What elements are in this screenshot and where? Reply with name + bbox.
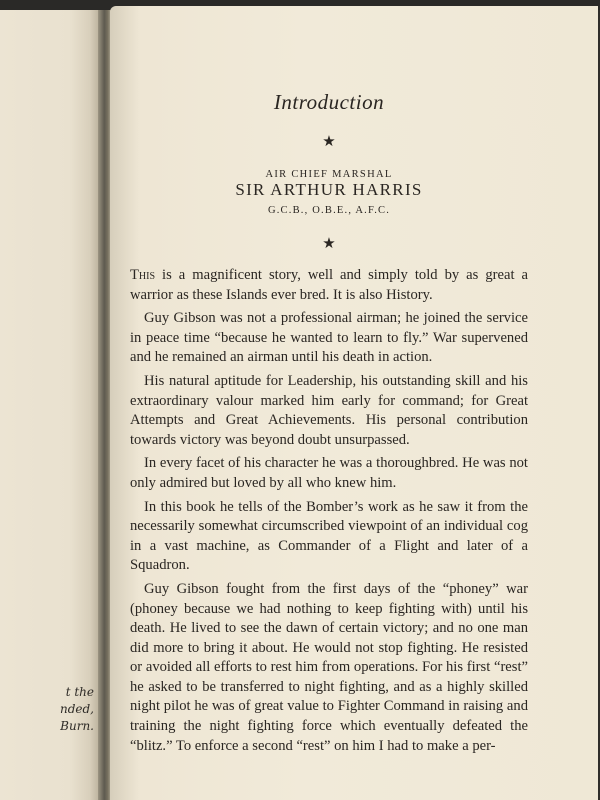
body-text: [130, 266, 528, 760]
paragraph: Guy Gibson fought from the first days of the “phoney” war (phoney because we had nothing to keep fighting with) until his death. He lived to see the dawn of certain victory; and no one man did more to bring it about. He would not stop fighting. He resisted or avoided all efforts to rest him from operations. For his first “rest” he asked to be transferred to night fighting, and as a highly skilled night pilot he was of great value to Fighter Command in raising and training the night fighting force which eventually defeated the “blitz.” To enforce a second “rest” on him I had to make a per-: [130, 580, 528, 754]
paragraph: Guy Gibson was not a professional airman; he joined the service in peace time “because he wanted to learn to fly.” War supervened and he remained an airman until his death in action.: [130, 310, 528, 366]
chapter-title: Introduction: [273, 90, 385, 114]
author-honours: G.C.B., O.B.E., A.F.C.: [267, 205, 391, 216]
left-page-fragment: Burn.: [60, 719, 94, 733]
paragraph: [130, 266, 528, 305]
author-rank: AIR CHIEF MARSHAL: [265, 169, 393, 180]
paragraph: His natural aptitude for Leadership, his outstanding skill and his extraordinary valour marked him early for command; for Great Attempts and Great Achievements. His personal contribution towards victory was beyond doubt unsurpassed.: [130, 372, 528, 448]
paragraph: In every facet of his character he was a thoroughbred. He was not only admired but loved by all who knew him.: [130, 455, 528, 491]
left-page-fragment: t the: [65, 685, 94, 699]
star-ornament-icon: ★: [322, 134, 336, 150]
left-page: [0, 0, 100, 800]
paragraph-lead: This: [130, 267, 156, 283]
paragraph-text: is a magnificent story, well and simply told by as great a warrior as these Islands ever bred. It is also History.: [130, 267, 528, 303]
left-page-fragment: nded,: [59, 702, 94, 716]
author-name: SIR ARTHUR HARRIS: [235, 180, 423, 199]
star-ornament-icon: ★: [322, 236, 336, 252]
paragraph: In this book he tells of the Bomber’s work as he saw it from the necessarily somewhat circumscribed viewpoint of an individual cog in a vast machine, as Commander of a Flight and later of a Squadron.: [130, 498, 528, 574]
